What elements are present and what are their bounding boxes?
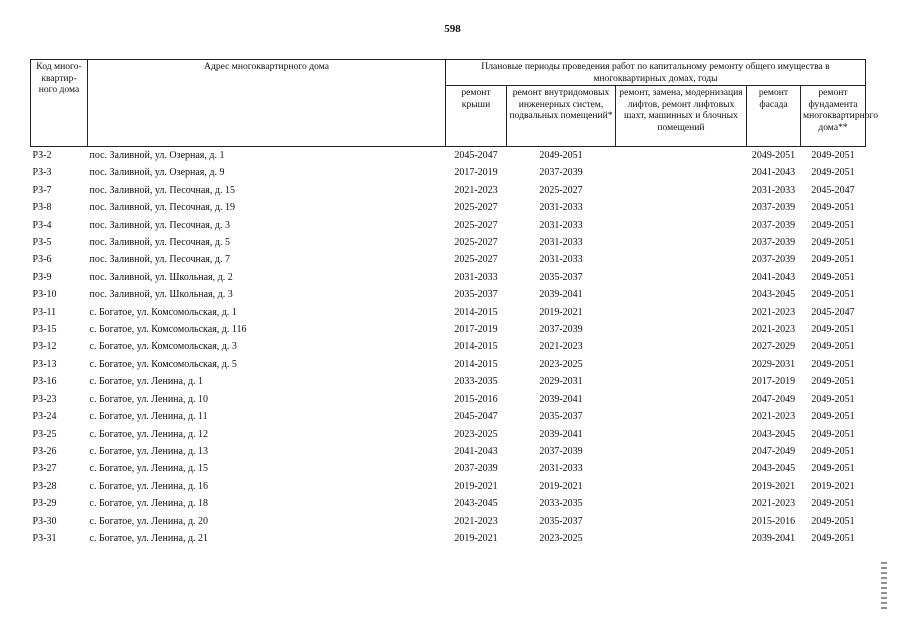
row-code: РЗ-29: [32, 498, 57, 510]
row-foundation: 2049-2051: [811, 463, 855, 475]
table-row: [31, 513, 866, 530]
row-address: с. Богатое, ул. Ленина, д. 15: [89, 463, 209, 475]
row-facade: 2027-2029: [751, 341, 796, 353]
row-code: РЗ-30: [32, 515, 57, 527]
row-systems: 2039-2041: [539, 289, 583, 301]
row-roof: 2021-2023: [454, 515, 498, 527]
row-address: пос. Заливной, ул. Песочная, д. 3: [89, 219, 230, 231]
row-foundation: 2049-2051: [811, 219, 855, 231]
header-roof: ремонт крыши: [446, 86, 507, 147]
row-foundation: 2045-2047: [811, 184, 855, 196]
row-elevators: [616, 513, 747, 530]
table-row: [31, 217, 866, 234]
row-roof: 2043-2045: [454, 498, 498, 510]
row-roof: 2019-2021: [454, 480, 498, 492]
row-facade: 2039-2041: [751, 532, 796, 544]
row-elevators: [616, 495, 747, 512]
row-roof: 2017-2019: [454, 167, 498, 179]
scan-artifact: [881, 562, 887, 612]
table-row: [31, 530, 866, 547]
row-code: РЗ-24: [32, 411, 57, 423]
row-address: с. Богатое, ул. Ленина, д. 20: [89, 515, 209, 527]
row-elevators: [616, 426, 747, 443]
row-address: с. Богатое, ул. Ленина, д. 18: [89, 498, 209, 510]
row-foundation: 2049-2051: [811, 515, 855, 527]
row-foundation: 2049-2051: [811, 358, 855, 370]
row-systems: 2035-2037: [539, 411, 583, 423]
row-foundation: 2049-2051: [811, 532, 855, 544]
row-elevators: [616, 408, 747, 425]
row-systems: 2039-2041: [539, 393, 583, 405]
row-foundation: 2049-2051: [811, 167, 855, 179]
header-foundation: ремонт фундамента многоквартирного дома**: [801, 86, 866, 147]
row-roof: 2025-2027: [454, 219, 498, 231]
row-elevators: [616, 530, 747, 547]
row-code: РЗ-8: [32, 202, 52, 214]
row-foundation: 2049-2051: [811, 324, 855, 336]
row-systems: 2031-2033: [539, 463, 583, 475]
row-foundation: 2019-2021: [811, 480, 855, 492]
row-code: РЗ-5: [32, 237, 52, 249]
row-code: РЗ-10: [32, 289, 57, 301]
row-code: РЗ-27: [32, 463, 57, 475]
table-row: [31, 338, 866, 355]
row-roof: 2045-2047: [454, 150, 498, 161]
row-systems: 2035-2037: [539, 515, 583, 527]
row-address: пос. Заливной, ул. Песочная, д. 19: [89, 202, 235, 214]
row-facade: 2017-2019: [751, 376, 796, 388]
row-foundation: 2049-2051: [811, 271, 855, 283]
row-roof: 2015-2016: [454, 393, 498, 405]
row-address: пос. Заливной, ул. Озерная, д. 1: [89, 150, 225, 161]
table-header: [31, 60, 879, 147]
row-roof: 2037-2039: [454, 463, 498, 475]
row-address: с. Богатое, ул. Комсомольская, д. 5: [89, 358, 237, 370]
row-foundation: 2049-2051: [811, 393, 855, 405]
row-elevators: [616, 199, 747, 216]
row-facade: 2019-2021: [751, 480, 796, 492]
row-systems: 2037-2039: [539, 167, 583, 179]
row-facade: 2049-2051: [751, 150, 796, 161]
row-code: РЗ-6: [32, 254, 52, 266]
row-elevators: [616, 356, 747, 373]
row-code: РЗ-7: [32, 184, 52, 196]
row-facade: 2043-2045: [751, 428, 796, 440]
row-elevators: [616, 338, 747, 355]
row-elevators: [616, 443, 747, 460]
row-roof: 2014-2015: [454, 306, 498, 318]
row-address: пос. Заливной, ул. Песочная, д. 7: [89, 254, 230, 266]
row-roof: 2023-2025: [454, 428, 498, 440]
row-elevators: [616, 269, 747, 286]
row-elevators: [616, 460, 747, 477]
row-roof: 2041-2043: [454, 445, 498, 457]
table-row: [31, 443, 866, 460]
header-elevators: ремонт, замена, модернизация лифтов, ремонт лифтовых шахт, машинных и блочных помещений: [616, 86, 747, 147]
row-elevators: [616, 251, 747, 268]
row-code: РЗ-2: [32, 150, 52, 161]
row-foundation: 2049-2051: [811, 237, 855, 249]
row-systems: 2033-2035: [539, 498, 583, 510]
row-facade: 2037-2039: [751, 219, 796, 231]
row-address: с. Богатое, ул. Ленина, д. 1: [89, 376, 204, 388]
row-foundation: 2049-2051: [811, 428, 855, 440]
row-roof: 2025-2027: [454, 237, 498, 249]
row-foundation: 2049-2051: [811, 498, 855, 510]
row-code: РЗ-11: [32, 306, 57, 318]
row-code: РЗ-23: [32, 393, 57, 405]
row-address: с. Богатое, ул. Ленина, д. 11: [89, 411, 208, 423]
row-foundation: 2045-2047: [811, 306, 855, 318]
table-row: [31, 408, 866, 425]
row-code: РЗ-31: [32, 532, 57, 544]
row-elevators: [616, 373, 747, 390]
row-address: с. Богатое, ул. Ленина, д. 12: [89, 428, 209, 440]
row-systems: 2031-2033: [539, 219, 583, 231]
row-facade: 2021-2023: [751, 324, 796, 336]
row-elevators: [616, 164, 747, 181]
row-facade: 2047-2049: [751, 393, 796, 405]
row-address: с. Богатое, ул. Ленина, д. 10: [89, 393, 209, 405]
row-foundation: 2049-2051: [811, 411, 855, 423]
row-systems: 2037-2039: [539, 445, 583, 457]
row-roof: 2014-2015: [454, 358, 498, 370]
row-roof: 2025-2027: [454, 254, 498, 266]
row-foundation: 2049-2051: [811, 202, 855, 214]
table-row: [31, 321, 866, 338]
row-facade: 2037-2039: [751, 237, 796, 249]
row-systems: 2023-2025: [539, 358, 583, 370]
table-row: [31, 164, 866, 181]
row-facade: 2029-2031: [751, 358, 796, 370]
row-elevators: [616, 321, 747, 338]
row-systems: 2019-2021: [539, 480, 583, 492]
row-elevators: [616, 147, 747, 165]
row-systems: 2021-2023: [539, 341, 583, 353]
header-address: Адрес многоквартирного дома: [88, 60, 446, 147]
row-code: РЗ-12: [32, 341, 57, 353]
row-systems: 2025-2027: [539, 184, 583, 196]
row-address: пос. Заливной, ул. Песочная, д. 15: [89, 184, 235, 196]
row-systems: 2029-2031: [539, 376, 583, 388]
table-row: [31, 356, 866, 373]
row-code: РЗ-28: [32, 480, 57, 492]
row-code: РЗ-16: [32, 376, 57, 388]
row-code: РЗ-9: [32, 271, 52, 283]
row-facade: 2037-2039: [751, 202, 796, 214]
row-elevators: [616, 478, 747, 495]
row-foundation: 2049-2051: [811, 150, 855, 161]
row-roof: 2017-2019: [454, 324, 498, 336]
row-systems: 2037-2039: [539, 324, 583, 336]
row-address: с. Богатое, ул. Ленина, д. 16: [89, 480, 209, 492]
row-systems: 2039-2041: [539, 428, 583, 440]
row-facade: 2041-2043: [751, 167, 796, 179]
row-facade: 2021-2023: [751, 306, 796, 318]
row-address: с. Богатое, ул. Ленина, д. 21: [89, 532, 209, 544]
row-systems: 2035-2037: [539, 271, 583, 283]
header-periods: Плановые периоды проведения работ по капитальному ремонту общего имущества в многоквартирных домах, годы: [446, 60, 866, 86]
row-facade: 2031-2033: [751, 184, 796, 196]
row-roof: 2031-2033: [454, 271, 498, 283]
row-systems: 2031-2033: [539, 254, 583, 266]
row-address: пос. Заливной, ул. Озерная, д. 9: [89, 167, 225, 179]
row-address: пос. Заливной, ул. Школьная, д. 2: [89, 271, 233, 283]
table-row: [31, 426, 866, 443]
row-systems: 2031-2033: [539, 237, 583, 249]
table-row: [31, 269, 866, 286]
row-facade: 2037-2039: [751, 254, 796, 266]
repair-schedule-table: [30, 59, 879, 547]
table-row: [31, 251, 866, 268]
row-elevators: [616, 391, 747, 408]
row-code: РЗ-3: [32, 167, 52, 179]
table-body: [31, 147, 866, 548]
row-code: РЗ-15: [32, 324, 57, 336]
row-elevators: [616, 304, 747, 321]
row-address: с. Богатое, ул. Ленина, д. 13: [89, 445, 209, 457]
row-foundation: 2049-2051: [811, 376, 855, 388]
table-row: [31, 199, 866, 216]
row-foundation: 2049-2051: [811, 445, 855, 457]
row-code: РЗ-26: [32, 445, 57, 457]
page-number: 598: [444, 23, 461, 35]
header-systems: ремонт внутридомовых инженерных систем, подвальных помещений*: [507, 86, 616, 147]
row-systems: 2049-2051: [539, 150, 583, 161]
table-row: [31, 147, 866, 165]
row-foundation: 2049-2051: [811, 341, 855, 353]
table-row: [31, 373, 866, 390]
row-address: с. Богатое, ул. Комсомольская, д. 116: [89, 324, 247, 336]
row-roof: 2025-2027: [454, 202, 498, 214]
row-code: РЗ-13: [32, 358, 57, 370]
row-address: пос. Заливной, ул. Школьная, д. 3: [89, 289, 233, 301]
row-roof: 2019-2021: [454, 532, 498, 544]
row-elevators: [616, 234, 747, 251]
row-elevators: [616, 182, 747, 199]
table-row: [31, 478, 866, 495]
header-code: Код много-квартир-ного дома: [31, 60, 88, 147]
row-elevators: [616, 286, 747, 303]
table-row: [31, 234, 866, 251]
table-row: [31, 495, 866, 512]
row-facade: 2043-2045: [751, 289, 796, 301]
row-foundation: 2049-2051: [811, 254, 855, 266]
row-elevators: [616, 217, 747, 234]
row-systems: 2019-2021: [539, 306, 583, 318]
row-roof: 2033-2035: [454, 376, 498, 388]
row-foundation: 2049-2051: [811, 289, 855, 301]
row-roof: 2021-2023: [454, 184, 498, 196]
table-row: [31, 460, 866, 477]
row-roof: 2045-2047: [454, 411, 498, 423]
header-facade: ремонт фасада: [747, 86, 801, 147]
row-facade: 2015-2016: [751, 515, 796, 527]
table-row: [31, 182, 866, 199]
row-address: пос. Заливной, ул. Песочная, д. 5: [89, 237, 230, 249]
row-code: РЗ-25: [32, 428, 57, 440]
table-row: [31, 304, 866, 321]
row-facade: 2021-2023: [751, 411, 796, 423]
row-address: с. Богатое, ул. Комсомольская, д. 3: [89, 341, 237, 353]
row-facade: 2041-2043: [751, 271, 796, 283]
row-code: РЗ-4: [32, 219, 52, 231]
row-systems: 2031-2033: [539, 202, 583, 214]
row-facade: 2047-2049: [751, 445, 796, 457]
row-facade: 2021-2023: [751, 498, 796, 510]
row-facade: 2043-2045: [751, 463, 796, 475]
table-row: [31, 391, 866, 408]
row-roof: 2035-2037: [454, 289, 498, 301]
row-roof: 2014-2015: [454, 341, 498, 353]
row-systems: 2023-2025: [539, 532, 583, 544]
row-address: с. Богатое, ул. Комсомольская, д. 1: [89, 306, 237, 318]
table-row: [31, 286, 866, 303]
